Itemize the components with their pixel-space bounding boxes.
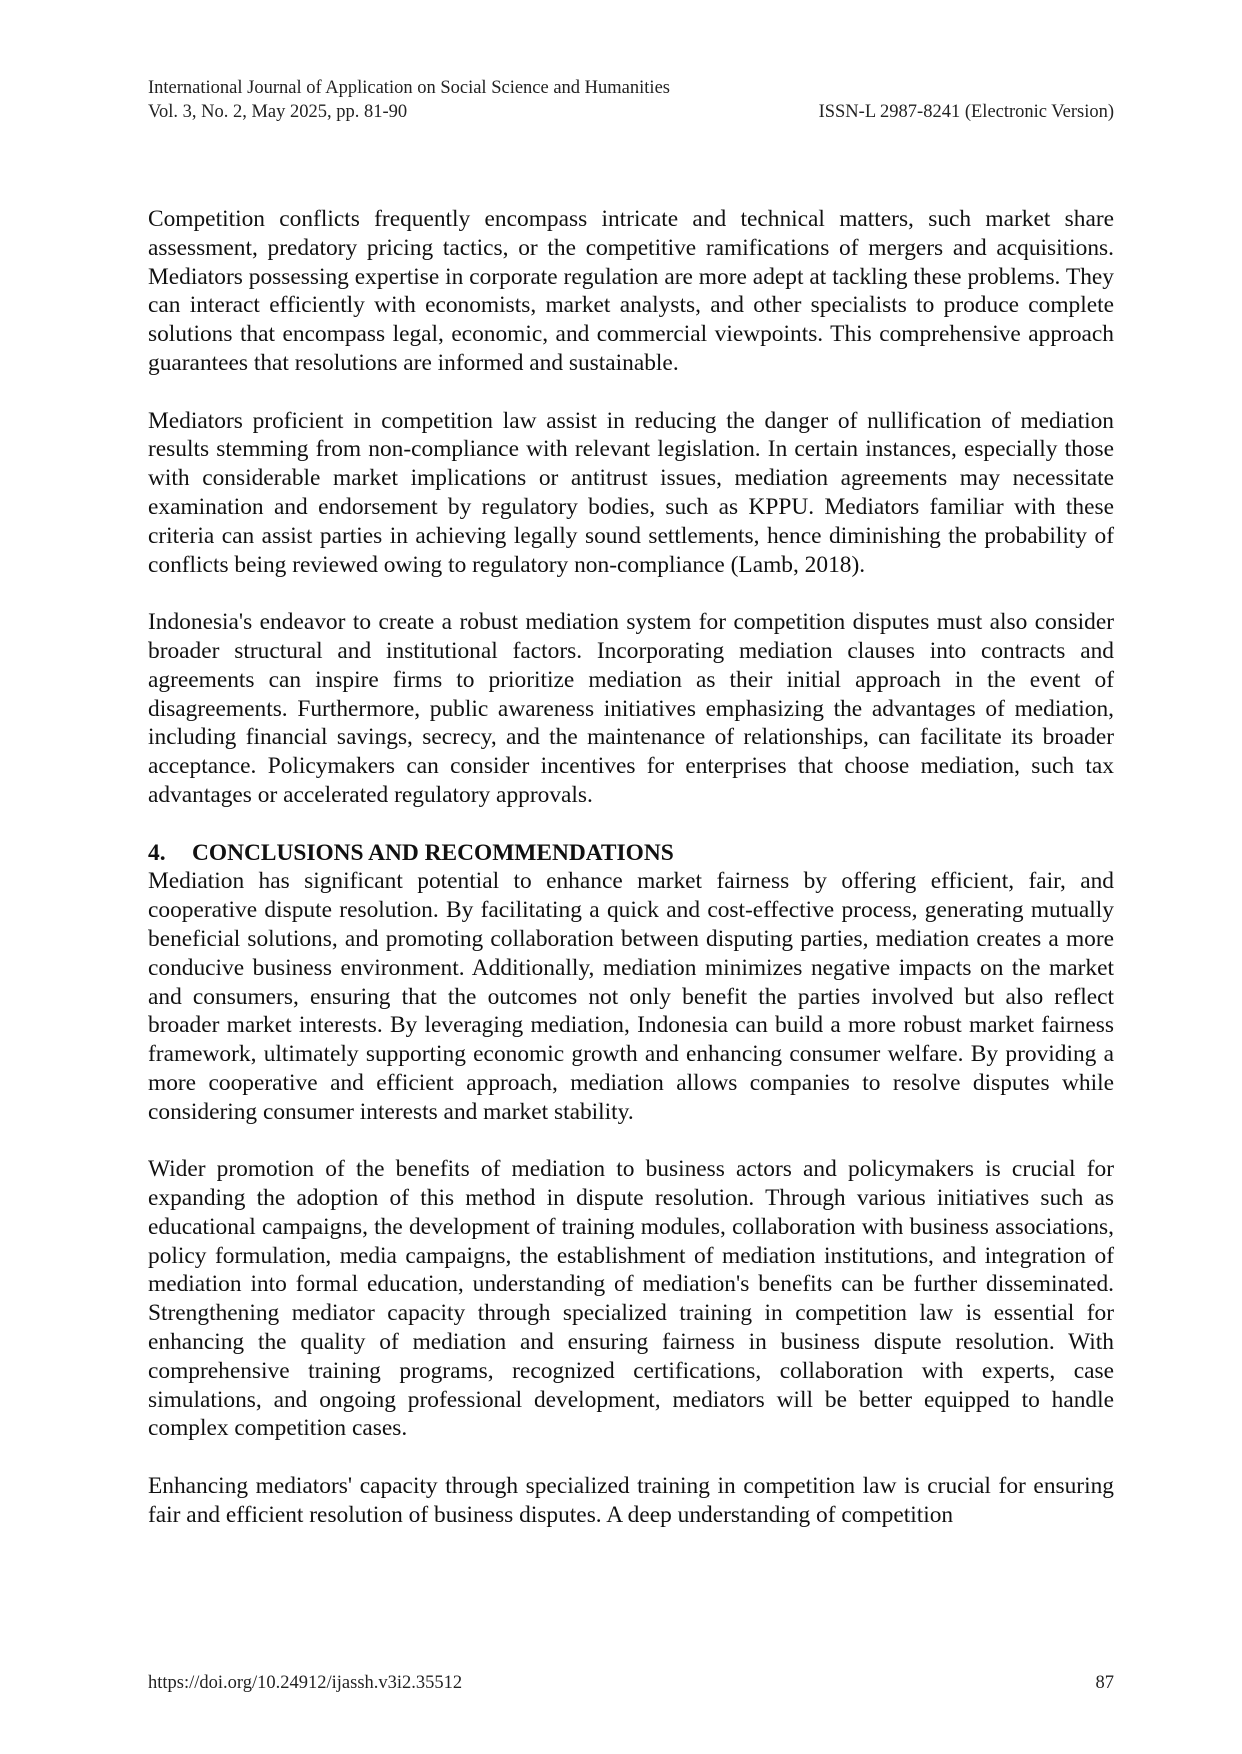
page-number: 87 [1095,1673,1114,1693]
body-paragraph: Enhancing mediators' capacity through specialized training in competition law is crucial for ensuring fair and efficient resolution of business disputes. A deep understanding of competition [148,1473,1114,1528]
page-header [148,76,1114,124]
body-paragraph: Mediators proficient in competition law assist in reducing the danger of nullification of mediation results stemming from non-compliance with relevant legislation. In certain instances, especially those with considerable market implications or antitrust issues, mediation agreements may necessitate examination and endorsement by regulatory bodies, such as KPPU. Mediators familiar with these criteria can assist parties in achieving legally sound settlements, hence diminishing the probability of conflicts being reviewed owing to regulatory non-compliance (Lamb, 2018). [148,407,1114,578]
journal-title: International Journal of Application on Social Science and Humanities [148,78,670,98]
section-number: 4. [148,839,166,866]
volume-info: Vol. 3, No. 2, May 2025, pp. 81-90 [148,102,408,122]
page-footer [148,1673,1114,1694]
body-paragraph: Indonesia's endeavor to create a robust mediation system for competition disputes must also consider broader structural and institutional factors. Incorporating mediation clauses into contracts and agreements can inspire firms to prioritize mediation as their initial approach in the event of disagreements. Furthermore, public awareness initiatives emphasizing the advantages of mediation, including financial savings, secrecy, and the maintenance of relationships, can facilitate its broader acceptance. Policymakers can consider incentives for enterprises that choose mediation, such tax advantages or accelerated regulatory approvals. [148,609,1114,808]
page-body [148,205,1114,1558]
body-paragraph: Wider promotion of the benefits of mediation to business actors and policymakers is crucial for expanding the adoption of this method in dispute resolution. Through various initiatives such as educational campaigns, the development of training modules, collaboration with business associations, policy formulation, media campaigns, the establishment of mediation institutions, and integration of mediation into formal education, understanding of mediation's benefits can be further disseminated. Strengthening mediator capacity through specialized training in competition law is essential for enhancing the quality of mediation and ensuring fairness in business dispute resolution. With comprehensive training programs, recognized certifications, collaboration with experts, case simulations, and ongoing professional development, mediators will be better equipped to handle complex competition cases. [148,1156,1114,1442]
section-heading [148,839,1114,868]
document-page [148,0,1114,1754]
body-paragraph: Competition conflicts frequently encompass intricate and technical matters, such market share assessment, predatory pricing tactics, or the competitive ramifications of mergers and acquisitions. Mediators possessing expertise in corporate regulation are more adept at tackling these problems. They can interact efficiently with economists, market analysts, and other specialists to produce complete solutions that encompass legal, economic, and commercial viewpoints. This comprehensive approach guarantees that resolutions are informed and sustainable. [148,206,1114,376]
section-title: CONCLUSIONS AND RECOMMENDATIONS [192,839,674,866]
doi-link[interactable]: https://doi.org/10.24912/ijassh.v3i2.35512 [148,1673,463,1693]
body-paragraph: Mediation has significant potential to enhance market fairness by offering efficient, fair, and cooperative dispute resolution. By facilitating a quick and cost-effective process, generating mutually beneficial solutions, and promoting collaboration between disputing parties, mediation creates a more conducive business environment. Additionally, mediation minimizes negative impacts on the market and consumers, ensuring that the outcomes not only benefit the parties involved but also reflect broader market interests. By leveraging mediation, Indonesia can build a more robust market fairness framework, ultimately supporting economic growth and enhancing consumer welfare. By providing a more cooperative and efficient approach, mediation allows companies to resolve disputes while considering consumer interests and market stability. [148,868,1114,1125]
issn-info: ISSN-L 2987-8241 (Electronic Version) [818,102,1114,122]
